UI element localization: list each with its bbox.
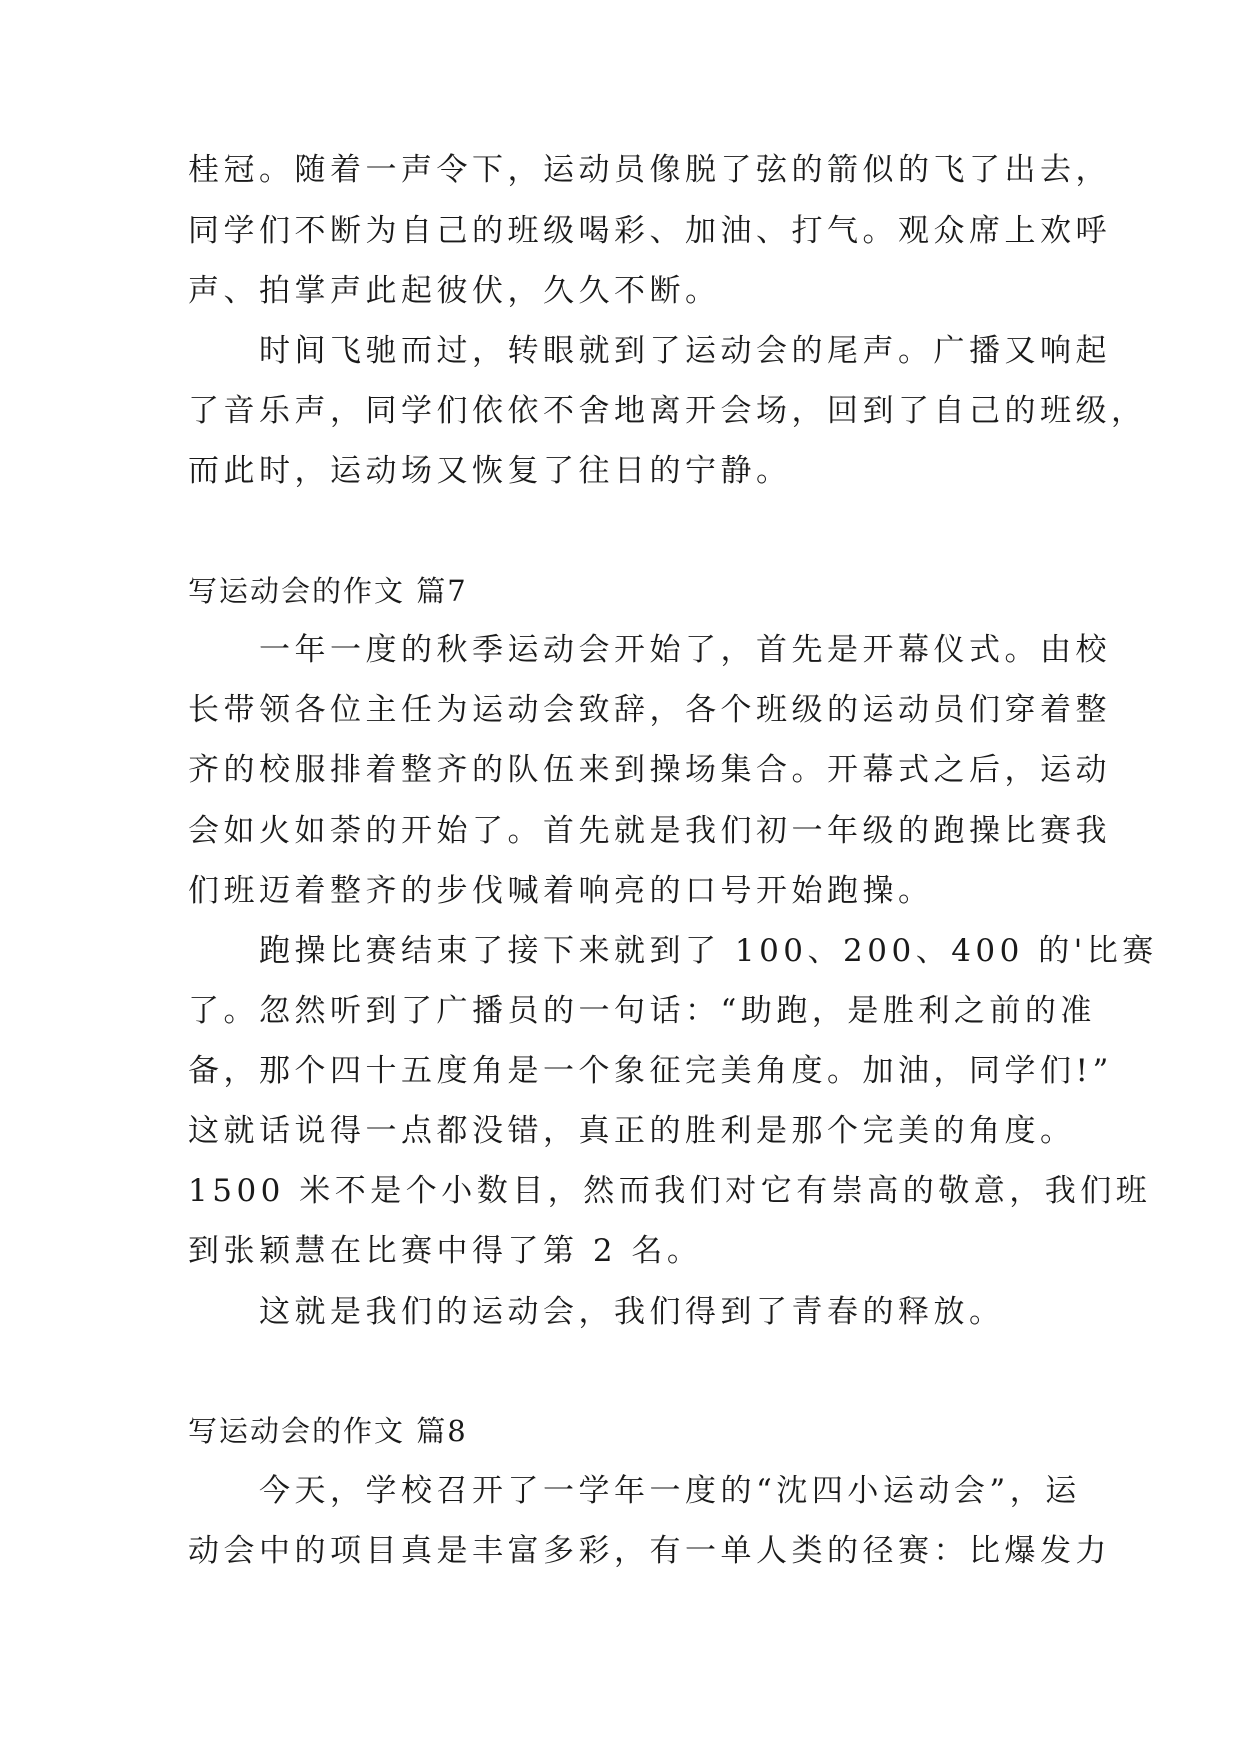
text-line: 1500 米不是个小数目，然而我们对它有崇高的敬意，我们班 <box>188 1173 1152 1209</box>
text-line: 同学们不断为自己的班级喝彩、加油、打气。观众席上欢呼 <box>188 213 1111 249</box>
section-heading-8: 写运动会的作文 篇8 <box>188 1414 468 1448</box>
text-line: 跑操比赛结束了接下来就到了 100、200、400 的'比赛 <box>188 933 1158 969</box>
text-line: 今天，学校召开了一学年一度的“沈四小运动会”，运 <box>188 1473 1081 1509</box>
text-line: 桂冠。随着一声令下，运动员像脱了弦的箭似的飞了出去， <box>188 152 1111 188</box>
text-line: 了。忽然听到了广播员的一句话：“助跑，是胜利之前的准 <box>188 993 1096 1029</box>
text-line: 会如火如荼的开始了。首先就是我们初一年级的跑操比赛我 <box>188 813 1111 849</box>
text-line: 到张颖慧在比赛中得了第 2 名。 <box>188 1233 703 1269</box>
text-line: 声、拍掌声此起彼伏，久久不断。 <box>188 273 721 309</box>
text-line: 齐的校服排着整齐的队伍来到操场集合。开幕式之后，运动 <box>188 752 1111 788</box>
text-line: 了音乐声，同学们依依不舍地离开会场，回到了自己的班级， <box>188 393 1147 429</box>
text-line: 动会中的项目真是丰富多彩，有一单人类的径赛：比爆发力 <box>188 1533 1111 1569</box>
text-line: 时间飞驰而过，转眼就到了运动会的尾声。广播又响起 <box>188 333 1111 369</box>
text-line: 们班迈着整齐的步伐喊着响亮的口号开始跑操。 <box>188 873 934 909</box>
text-line: 长带领各位主任为运动会致辞，各个班级的运动员们穿着整 <box>188 692 1111 728</box>
section-heading-7: 写运动会的作文 篇7 <box>188 574 468 608</box>
text-line: 这就话说得一点都没错，真正的胜利是那个完美的角度。 <box>188 1113 1076 1149</box>
text-line: 备，那个四十五度角是一个象征完美角度。加油，同学们!” <box>188 1053 1113 1089</box>
text-line: 一年一度的秋季运动会开始了，首先是开幕仪式。由校 <box>188 632 1111 668</box>
text-line: 而此时，运动场又恢复了往日的宁静。 <box>188 453 792 489</box>
text-line: 这就是我们的运动会，我们得到了青春的释放。 <box>188 1294 1005 1330</box>
